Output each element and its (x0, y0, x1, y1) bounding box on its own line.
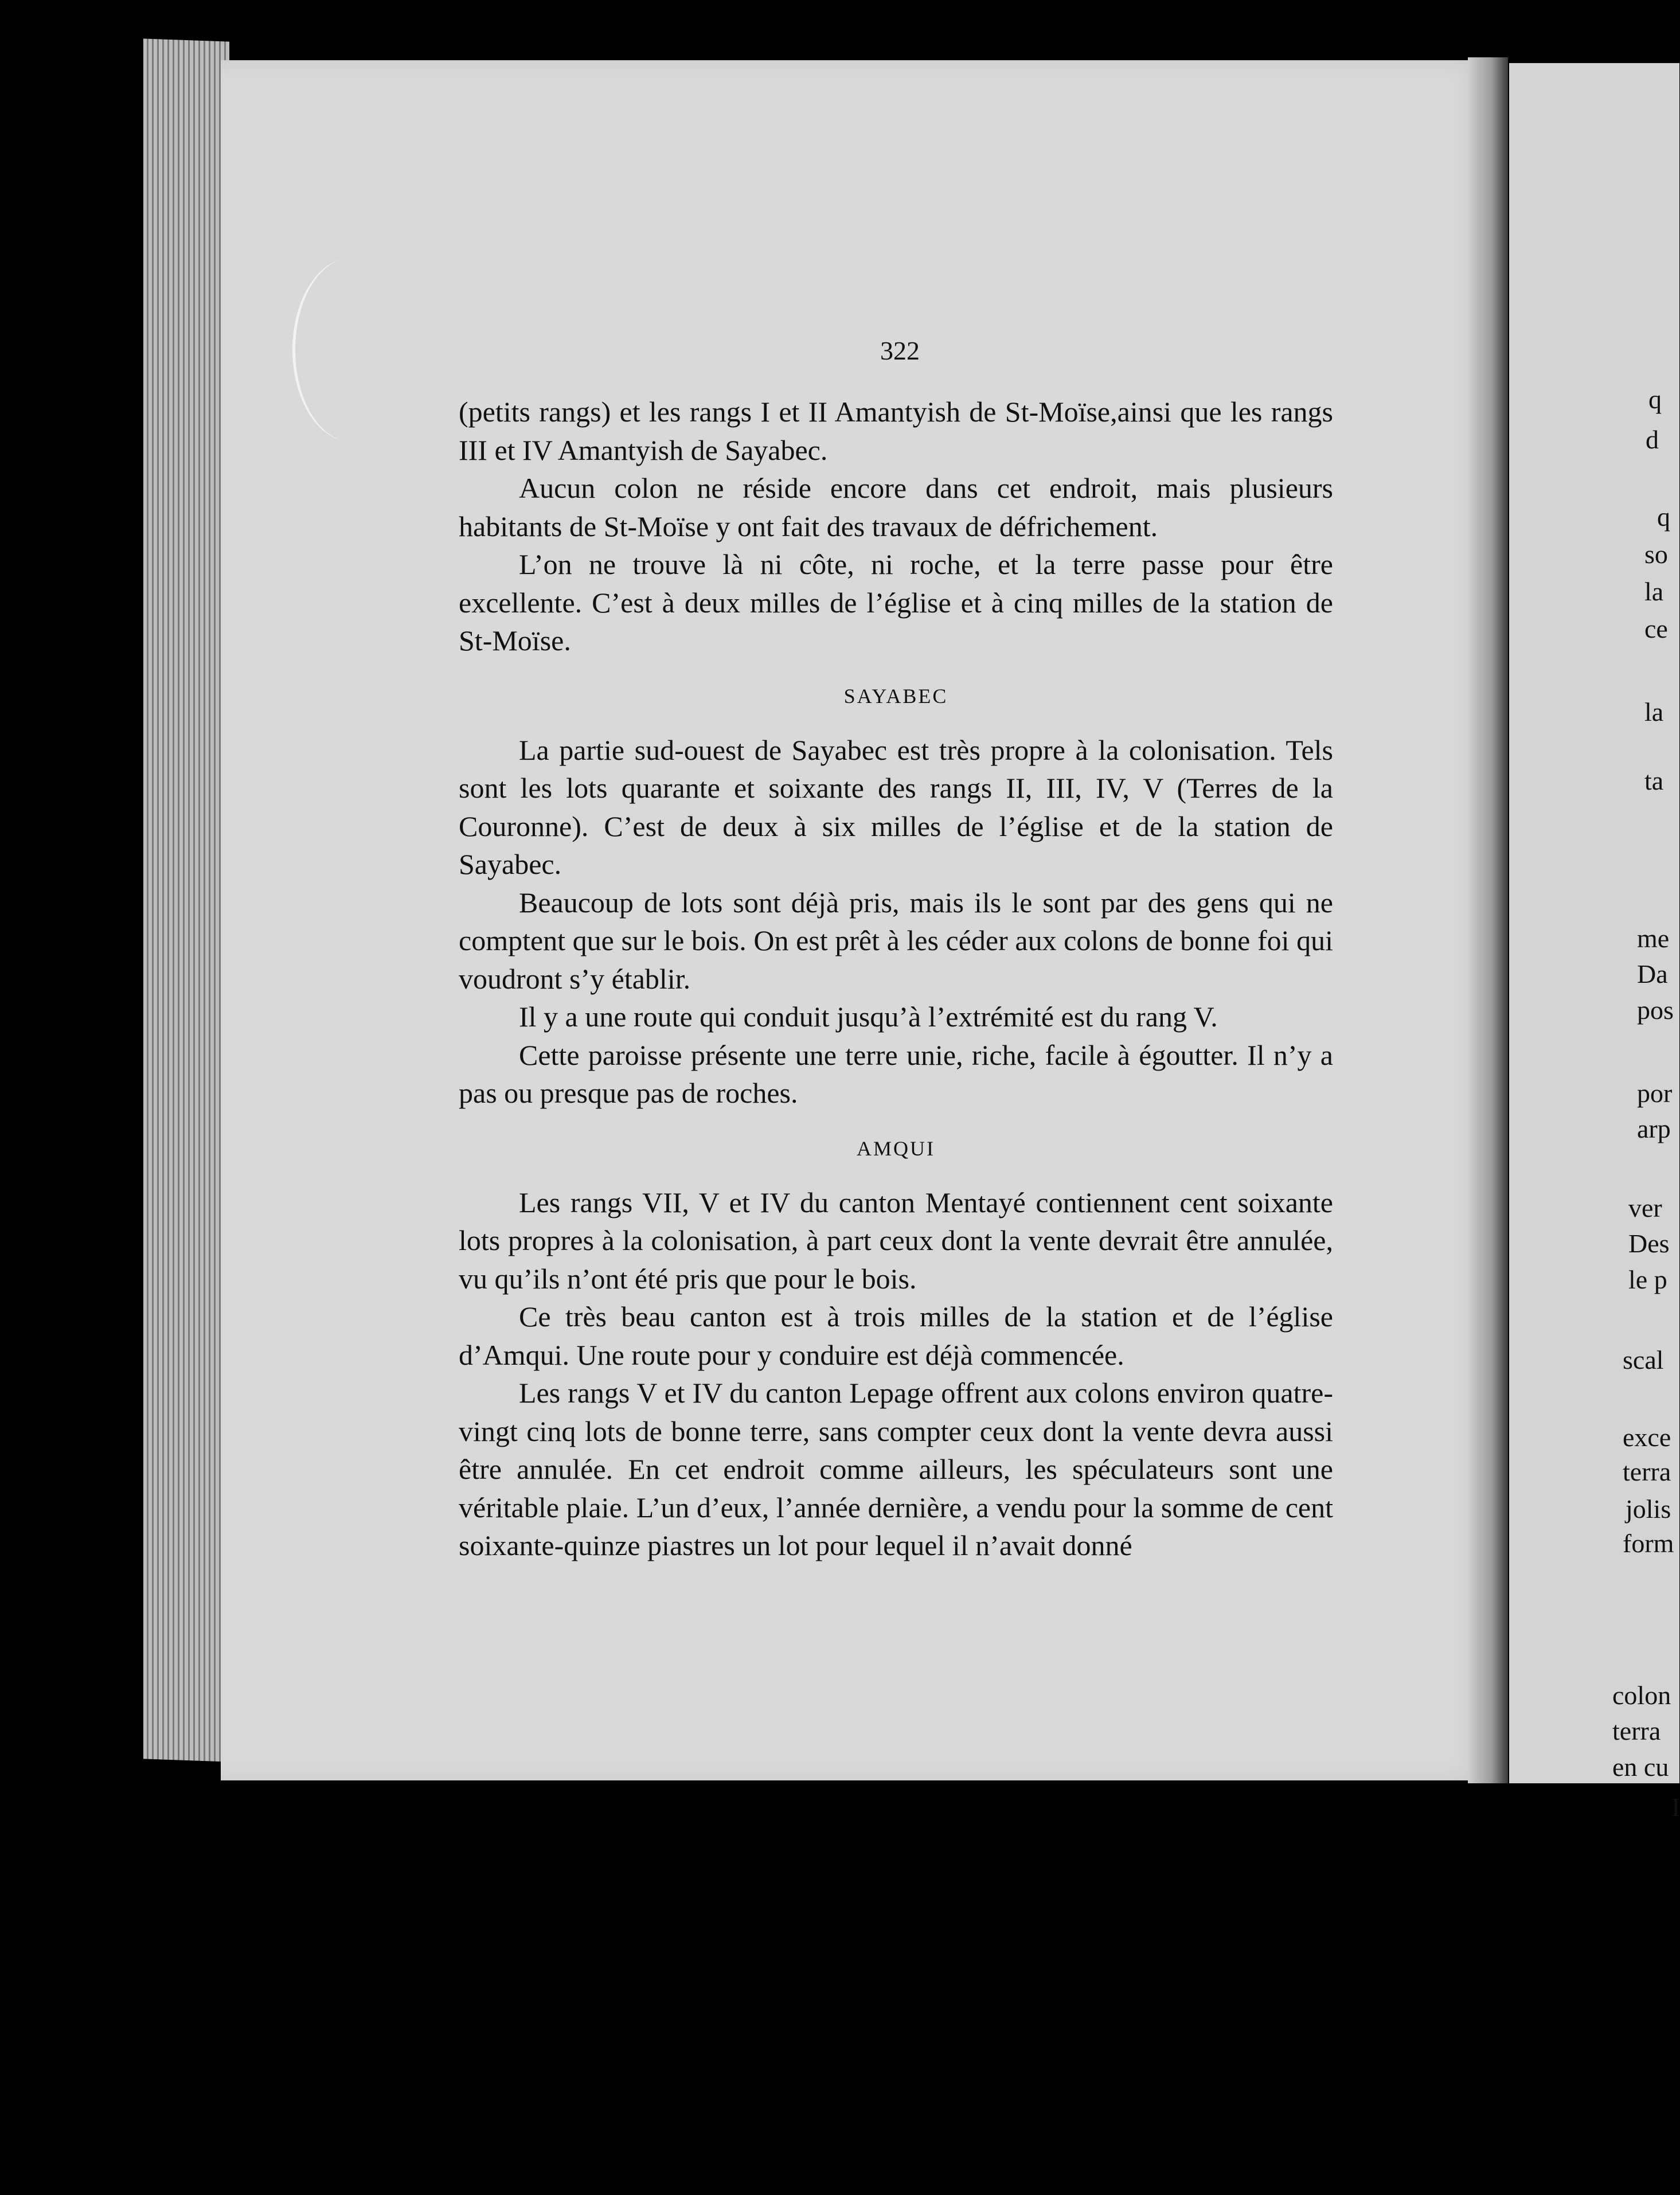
facing-page-text-fragment: ver (1628, 1193, 1662, 1223)
facing-page-text-fragment: q (1648, 385, 1662, 414)
page-edges (143, 38, 229, 1762)
facing-page-text-fragment: ce (1644, 614, 1668, 643)
paragraph: La partie sud-ouest de Sayabec est très propre à la colonisation. Tels sont les lots quarante et soixante des rangs II, III, IV, V (Terres de la Couronne). C’est de deux à six milles de l’église et de la station de Sayabec. (459, 733, 1333, 880)
facing-page-text-fragment: la (1644, 697, 1664, 727)
facing-page-text-fragment: exce (1623, 1423, 1671, 1452)
paragraph: Il y a une route qui conduit jusqu’à l’extrémité est du rang V. (519, 1001, 1218, 1033)
facing-page-text-fragment: le p (1628, 1265, 1667, 1294)
page-text (459, 393, 1333, 1565)
facing-page-text-fragment: scal (1623, 1345, 1664, 1374)
facing-page-text-fragment: ta (1644, 766, 1664, 795)
facing-page-text-fragment: jolis (1626, 1494, 1671, 1524)
facing-page-text-fragment: en cu (1612, 1752, 1669, 1782)
paragraph: Cette paroisse présente une terre unie, riche, facile à égoutter. Il n’y a pas ou presque pas de roches. (459, 1038, 1333, 1109)
paragraph: Ce très beau canton est à trois milles de la station et de l’église d’Amqui. Une route pour y conduire est déjà commencée. (459, 1300, 1333, 1371)
facing-page-text-fragment: colon (1612, 1681, 1671, 1710)
facing-page-text-fragment: terra (1623, 1457, 1671, 1486)
paragraph: L’on ne trouve là ni côte, ni roche, et la terre passe pour être excellente. C’est à deux milles de l’église et à cinq milles de la station de St-Moïse. (459, 548, 1333, 657)
right-page (1509, 63, 1680, 1822)
facing-page-text-fragment: I (1671, 1792, 1680, 1822)
facing-page-text-fragment: form (1623, 1529, 1674, 1558)
scratch-mark (292, 258, 410, 442)
section-heading: AMQUI (857, 1136, 935, 1160)
facing-page-text-fragment: Da (1637, 959, 1668, 989)
facing-page-text-fragment: arp (1637, 1114, 1671, 1143)
paragraph: Aucun colon ne réside encore dans cet endroit, mais plusieurs habitants de St-Moïse y ont fait des travaux de défrichement. (459, 472, 1333, 542)
facing-page-text-fragment: por (1637, 1079, 1673, 1108)
facing-page-text-fragment: d (1646, 425, 1659, 454)
book-gutter (1468, 57, 1508, 1783)
paragraph: Les rangs VII, V et IV du canton Mentayé contiennent cent soixante lots propres à la colonisation, à part ceux dont la vente devrait être annulée, vu qu’ils n’ont été pris que pour le bois. (459, 1186, 1333, 1295)
facing-page-text-fragment: pos (1637, 995, 1674, 1025)
facing-page-text-fragment: q (1657, 502, 1670, 532)
facing-page-text-fragment: so (1644, 540, 1668, 569)
page-number: 322 (880, 336, 920, 365)
facing-page-text-fragment: me (1637, 924, 1670, 953)
paragraph: Beaucoup de lots sont déjà pris, mais ils le sont par des gens qui ne comptent que sur le bois. On est prêt à les céder aux colons de bonne foi qui voudront s’y établir. (459, 886, 1333, 995)
section-heading: SAYABEC (843, 684, 948, 708)
facing-page-text-fragment: Des (1628, 1229, 1670, 1258)
paragraph: (petits rangs) et les rangs I et II Amantyish de St-Moïse,ainsi que les rangs III et IV Amantyish de Sayabec. (459, 396, 1333, 466)
paragraph: Les rangs V et IV du canton Lepage offrent aux colons environ quatre-vingt cinq lots de bonne terre, sans compter ceux dont la vente devra aussi être annulée. En cet endroit comme ailleurs, les spéculateurs sont une véritable plaie. L’un d’eux, l’année dernière, a vendu pour la somme de cent soixante-quinze piastres un lot pour lequel il n’avait donné (459, 1377, 1333, 1561)
facing-page-text-fragment: terra (1612, 1716, 1661, 1745)
facing-page-text-fragment: la (1644, 577, 1664, 606)
